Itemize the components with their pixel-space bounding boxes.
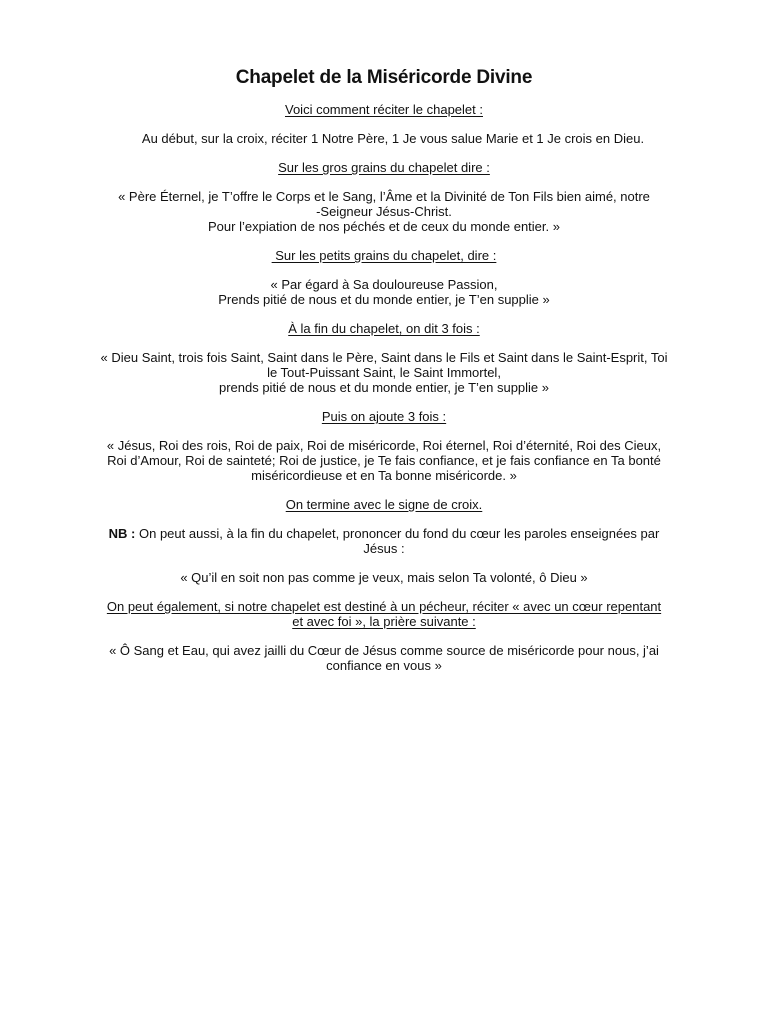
prayer-line: « Par égard à Sa douloureuse Passion,: [270, 277, 498, 292]
prayer-volonte: « Qu’il en soit non pas comme je veux, mais selon Ta volonté, ô Dieu »: [180, 570, 588, 585]
prayer-line: le Tout-Puissant Saint, le Saint Immortel,: [267, 365, 501, 380]
prayer-line: -Seigneur Jésus-Christ.: [316, 204, 452, 219]
intro-paragraph: Au début, sur la croix, réciter 1 Notre Père, 1 Je vous salue Marie et 1 Je crois en Dieu.: [141, 131, 645, 146]
prayer-line: « Père Éternel, je T’offre le Corps et le Sang, l’Âme et la Divinité de Ton Fils bien aimé, notre: [118, 189, 650, 204]
prayer-line: Prends pitié de nous et du monde entier, je T’en supplie »: [218, 292, 550, 307]
prayer-sang-eau: [68, 643, 700, 673]
document-body: [68, 66, 700, 687]
prayer-line: Roi d’Amour, Roi de sainteté; Roi de justice, je Te fais confiance, et je fais confiance en Ta bonté: [107, 453, 661, 468]
heading-line: On peut également, si notre chapelet est destiné à un pécheur, réciter « avec un cœur repentant: [106, 599, 662, 614]
nb-paragraph: [68, 526, 700, 556]
prayer-line: « Dieu Saint, trois fois Saint, Saint dans le Père, Saint dans le Fils et Saint dans le Saint-Esprit, Toi: [100, 350, 668, 365]
nb-text: On peut aussi, à la fin du chapelet, prononcer du fond du cœur les paroles enseignées par: [135, 526, 660, 541]
heading-fin-chapelet: À la fin du chapelet, on dit 3 fois :: [288, 321, 480, 336]
prayer-line: prends pitié de nous et du monde entier, je T’en supplie »: [218, 380, 550, 395]
heading-gros-grains: Sur les gros grains du chapelet dire :: [278, 160, 490, 175]
nb-label: NB :: [108, 526, 136, 541]
prayer-line: Pour l’expiation de nos péchés et de ceux du monde entier. »: [208, 219, 560, 234]
heading-line: et avec foi », la prière suivante :: [292, 614, 476, 629]
prayer-line: miséricordieuse et en Ta bonne miséricorde. »: [251, 468, 517, 483]
prayer-dieu-saint: [68, 350, 700, 395]
heading-pecheur: [68, 599, 700, 629]
heading-petits-grains: Sur les petits grains du chapelet, dire :: [271, 248, 497, 263]
heading-ajoute: Puis on ajoute 3 fois :: [321, 409, 447, 424]
heading-termine: On termine avec le signe de croix.: [285, 497, 483, 512]
nb-line: Jésus :: [363, 541, 405, 556]
prayer-petits-grains: [68, 277, 700, 307]
prayer-line: confiance en vous »: [326, 658, 442, 673]
document-title: Chapelet de la Miséricorde Divine: [235, 67, 533, 88]
prayer-line: « Ô Sang et Eau, qui avez jailli du Cœur de Jésus comme source de miséricorde pour nous, j’ai: [109, 643, 659, 658]
prayer-line: « Jésus, Roi des rois, Roi de paix, Roi de miséricorde, Roi éternel, Roi d’éternité, Roi des Cieux,: [106, 438, 662, 453]
nb-line: [68, 526, 700, 541]
prayer-jesus-roi: [68, 438, 700, 483]
heading-intro: Voici comment réciter le chapelet :: [285, 102, 483, 117]
prayer-gros-grains: [68, 189, 700, 234]
